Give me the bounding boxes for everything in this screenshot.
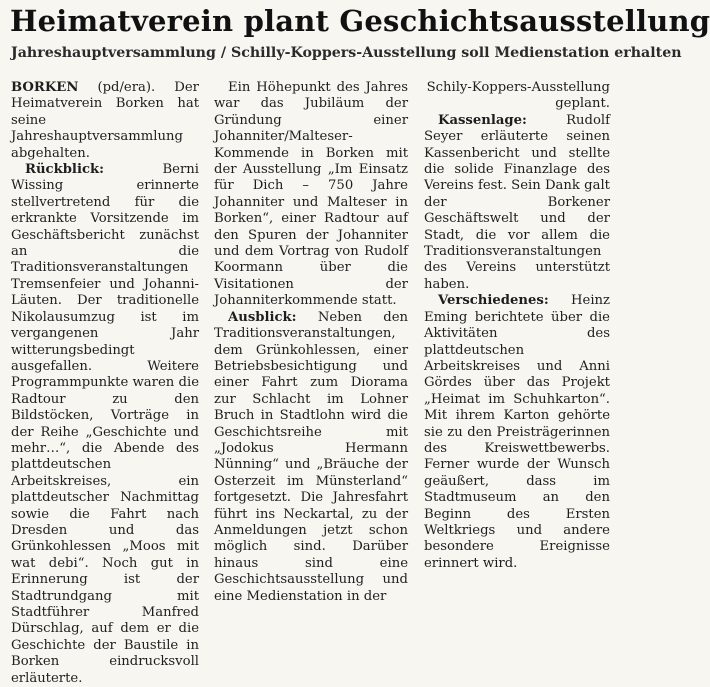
article-subheadline: Jahreshauptversammlung / Schilly-Koppers-Ausstellung soll Medienstation erhalten (11, 45, 682, 61)
paragraph-text: Ein Höhepunkt des Jahres war das Jubiläum der Gründung einer Johanniter/Malteser-Kommende in Borken mit der Ausstellung „Im Einsatz für Dich – 750 Jahre Johanniter und Malteser in Borken“, einer Radtour auf den Spuren der Johanniter und dem Vortrag von Rudolf Koormann über die Visitationen der Johanniterkommende statt. (214, 80, 408, 309)
paragraph-hoehepunkt (214, 80, 408, 310)
paragraph-text: (pd/era). Der Heimatverein Borken hat seine Jahreshauptversammlung abgehalten. (11, 80, 199, 161)
text-column-1 (11, 80, 199, 686)
paragraph-text: Berni Wissing erinnerte stellvertretend für die erkrankte Vorsitzende im Geschäftsbericht zunächst an die Traditionsveranstaltungen Tremsenfeier und Johanni-Läuten. Der traditionelle Nikolausumzug ist im vergangenen Jahr witterungsbedingt ausgefallen. Weitere Programmpunkte waren die Radtour zu den Bildstöcken, Vorträge in der Reihe „Geschichte und mehr…“, die Abende des plattdeutschen Arbeitskreises, ein plattdeutscher Nachmittag sowie die Fahrt nach Dresden und das Grünkohlessen „Moos mit wat debi“. Noch gut in Erinnerung ist der Stadtrundgang mit Stadtführer Manfred Dürschlag, auf dem er die Geschichte der Baustile in Borken eindrucksvoll erläuterte. (11, 162, 199, 686)
paragraph-ausblick (214, 310, 408, 605)
text-column-3 (424, 80, 610, 586)
section-lead: Ausblick: (228, 309, 297, 325)
paragraph-continuation (424, 80, 610, 113)
section-lead: Verschiedenes: (438, 293, 549, 309)
paragraph-verschiedenes (424, 293, 610, 572)
section-lead: Rückblick: (25, 162, 104, 178)
paragraph-text: Heinz Eming berichtete über die Aktivitäten des plattdeutschen Arbeitskreises und Anni Gördes über das Projekt „Heimat im Schuhkarton“. Mit ihrem Karton gehörte sie zu den Preisträgerinnen des Kreiswettbewerbs. Ferner wurde der Wunsch geäußert, dass im Stadtmuseum an den Beginn des Ersten Weltkriegs und andere besondere Ereignisse erinnert wird. (424, 293, 610, 571)
paragraph-intro (11, 80, 199, 162)
paragraph-rueckblick (11, 162, 199, 687)
article-headline: Heimatverein plant Geschichtsausstellung (10, 4, 710, 38)
paragraph-text: Schily-Koppers-Ausstellung geplant. (426, 80, 610, 112)
paragraph-text: Neben den Traditionsveranstaltungen, dem Grünkohlessen, einer Betriebsbesichtigung und einer Fahrt zum Diorama zur Schlacht im Lohner Bruch in Stadtlohn wird die Geschichtsreihe mit „Jodokus Hermann Nünning“ und „Bräuche der Osterzeit im Münsterland“ fortgesetzt. Die Jahresfahrt führt ins Neckartal, zu der Anmeldungen jetzt schon möglich sind. Darüber hinaus sind eine Geschichtsausstellung und eine Medienstation in der (214, 309, 408, 604)
paragraph-text: Rudolf Seyer erläuterte seinen Kassenbericht und stellte die solide Finanzlage des Vereins fest. Sein Dank galt der Borkener Geschäftswelt und der Stadt, die vor allem die Traditionsveranstaltungen des Vereins unterstützt haben. (424, 112, 610, 292)
text-column-2 (214, 80, 408, 604)
paragraph-kassenlage (424, 113, 610, 293)
dateline-lead: BORKEN (11, 80, 79, 95)
section-lead: Kassenlage: (438, 112, 527, 128)
